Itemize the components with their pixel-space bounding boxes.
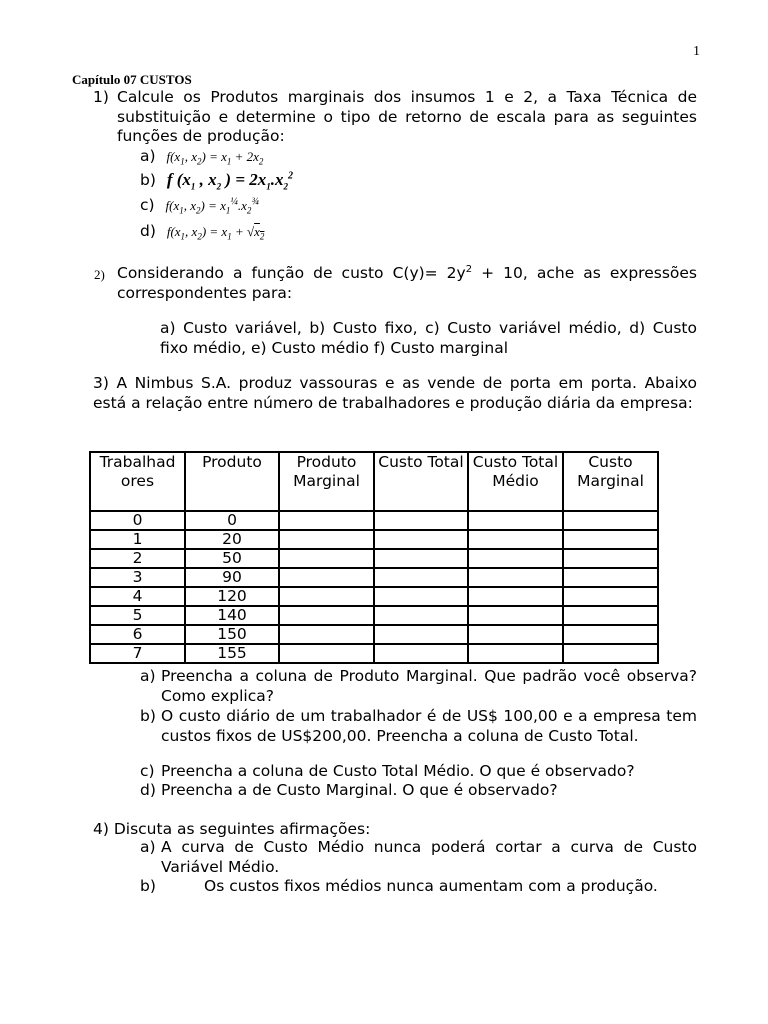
- question-2-options: a) Custo variável, b) Custo fixo, c) Custo variável médio, d) Custo fixo médio, e) Custo médio f) Custo marginal: [160, 319, 697, 357]
- table-row: [90, 511, 658, 530]
- q3-item-a-label: a): [140, 667, 156, 685]
- page-number: 1: [693, 44, 700, 59]
- question-2-text-start: Considerando a função de custo C(y)= 2y: [117, 264, 466, 282]
- header-trabalhadores: Trabalhad ores: [90, 452, 185, 511]
- table-cell: [468, 530, 563, 549]
- table-cell: [563, 625, 658, 644]
- table-cell: [374, 530, 468, 549]
- table-cell: [374, 568, 468, 587]
- table-cell: [374, 587, 468, 606]
- chapter-title: Capítulo 07 CUSTOS: [72, 72, 192, 87]
- table-cell: [279, 625, 374, 644]
- q1-item-d-label: d): [140, 222, 156, 240]
- table-cell: 1: [90, 530, 185, 549]
- table-cell: 150: [185, 625, 279, 644]
- question-1-text: Calcule os Produtos marginais dos insumos 1 e 2, a Taxa Técnica de substituição e determine o tipo de retorno de escala para as seguintes funções de produção:: [117, 88, 697, 145]
- q1-formula-b: f ($x_1$ , $x_2$ ) = $2x_1.x_2^2$: [166, 170, 294, 192]
- table-cell: [279, 549, 374, 568]
- q1-item-a: [140, 147, 263, 167]
- table-cell: [374, 511, 468, 530]
- table-cell: 2: [90, 549, 185, 568]
- table-cell: 3: [90, 568, 185, 587]
- q1-item-d: [140, 222, 264, 242]
- q3-item-c: [140, 762, 697, 782]
- header-produto-marginal: Produto Marginal: [279, 452, 374, 511]
- table-cell: [563, 530, 658, 549]
- table-cell: 0: [90, 511, 185, 530]
- table-cell: [563, 587, 658, 606]
- table-cell: 50: [185, 549, 279, 568]
- table-cell: [279, 530, 374, 549]
- table-cell: [279, 644, 374, 663]
- q1-item-a-label: a): [140, 147, 156, 165]
- table-row: [90, 530, 658, 549]
- table-cell: [563, 549, 658, 568]
- q3-item-d-text: Preencha a de Custo Marginal. O que é observado?: [161, 781, 558, 799]
- q1-formula-a: $f(x_1$, $x_2) = x_1 + 2x_2$: [166, 149, 264, 167]
- header-custo-total-medio: Custo Total Médio: [468, 452, 563, 511]
- q3-item-d-label: d): [140, 781, 156, 799]
- table-row: [90, 606, 658, 625]
- question-1-number: 1): [93, 88, 109, 106]
- header-custo-total: Custo Total: [374, 452, 468, 511]
- question-2-exponent: 2: [465, 263, 473, 275]
- table-cell: 5: [90, 606, 185, 625]
- question-4-intro: 4) Discuta as seguintes afirmações:: [93, 820, 371, 838]
- table-cell: [563, 644, 658, 663]
- q3-item-a-text: Preencha a coluna de Produto Marginal. Que padrão você observa? Como explica?: [161, 667, 697, 705]
- table-cell: 90: [185, 568, 279, 587]
- table-cell: [374, 549, 468, 568]
- q1-item-c: [140, 196, 259, 216]
- q1-formula-d: $f(x_1$, $x_2) = x_1 + √x_2$: [166, 224, 265, 242]
- question-2-text: [117, 264, 697, 303]
- table-cell: [468, 511, 563, 530]
- question-1: [93, 88, 697, 147]
- q1-formula-c: $f(x_1$, $x_2) = x_1^{\frac{1}{4}}.x_2^{\frac{3}{4}}$: [165, 196, 259, 216]
- q4-item-a: [140, 838, 697, 877]
- table-header-row: [90, 452, 658, 511]
- table-cell: [468, 568, 563, 587]
- table-row: [90, 549, 658, 568]
- q3-item-c-text: Preencha a coluna de Custo Total Médio. O que é observado?: [161, 762, 635, 780]
- table-cell: [468, 549, 563, 568]
- table-cell: [563, 606, 658, 625]
- table-row: [90, 644, 658, 663]
- table-cell: 155: [185, 644, 279, 663]
- table-cell: 7: [90, 644, 185, 663]
- q3-item-b: [140, 707, 697, 746]
- q4-item-a-text: A curva de Custo Médio nunca poderá cortar a curva de Custo Variável Médio.: [161, 838, 697, 876]
- q1-item-c-label: c): [140, 196, 155, 214]
- q3-item-d: [140, 781, 697, 801]
- q1-item-b-label: b): [140, 171, 156, 189]
- table-cell: [279, 606, 374, 625]
- q3-item-b-text: O custo diário de um trabalhador é de US$ 100,00 e a empresa tem custos fixos de US$200,00. Preencha a coluna de Custo Total.: [161, 707, 697, 745]
- q4-item-b-text: Os custos fixos médios nunca aumentam com a produção.: [204, 877, 658, 895]
- table-cell: [374, 625, 468, 644]
- table-row: [90, 625, 658, 644]
- production-table: [89, 451, 659, 664]
- table-cell: [279, 587, 374, 606]
- table-cell: [279, 568, 374, 587]
- table-cell: 20: [185, 530, 279, 549]
- table-cell: 140: [185, 606, 279, 625]
- question-3-intro: 3) A Nimbus S.A. produz vassouras e as vende de porta em porta. Abaixo está a relação entre número de trabalhadores e produção diária da empresa:: [93, 374, 697, 412]
- table-cell: 4: [90, 587, 185, 606]
- table-cell: [468, 644, 563, 663]
- table-row: [90, 568, 658, 587]
- q3-item-b-label: b): [140, 707, 156, 725]
- table-cell: [468, 587, 563, 606]
- table-cell: [374, 606, 468, 625]
- q4-item-b-label: b): [140, 877, 156, 895]
- table-cell: [563, 568, 658, 587]
- q3-item-c-label: c): [140, 762, 155, 780]
- header-custo-marginal: Custo Marginal: [563, 452, 658, 511]
- table-cell: [468, 606, 563, 625]
- table-row: [90, 587, 658, 606]
- table-cell: 120: [185, 587, 279, 606]
- table-cell: [563, 511, 658, 530]
- q3-item-a: [140, 667, 697, 706]
- table-cell: 6: [90, 625, 185, 644]
- question-2-text-end: + 10, ache as expressões correspondentes para:: [117, 264, 697, 302]
- table-cell: [279, 511, 374, 530]
- q4-item-b: [140, 877, 697, 897]
- table-cell: [374, 644, 468, 663]
- table-cell: 0: [185, 511, 279, 530]
- q1-item-b: [140, 170, 293, 191]
- table-cell: [468, 625, 563, 644]
- question-2-number: 2): [94, 267, 105, 282]
- header-produto: Produto: [185, 452, 279, 511]
- q4-item-a-label: a): [140, 838, 156, 856]
